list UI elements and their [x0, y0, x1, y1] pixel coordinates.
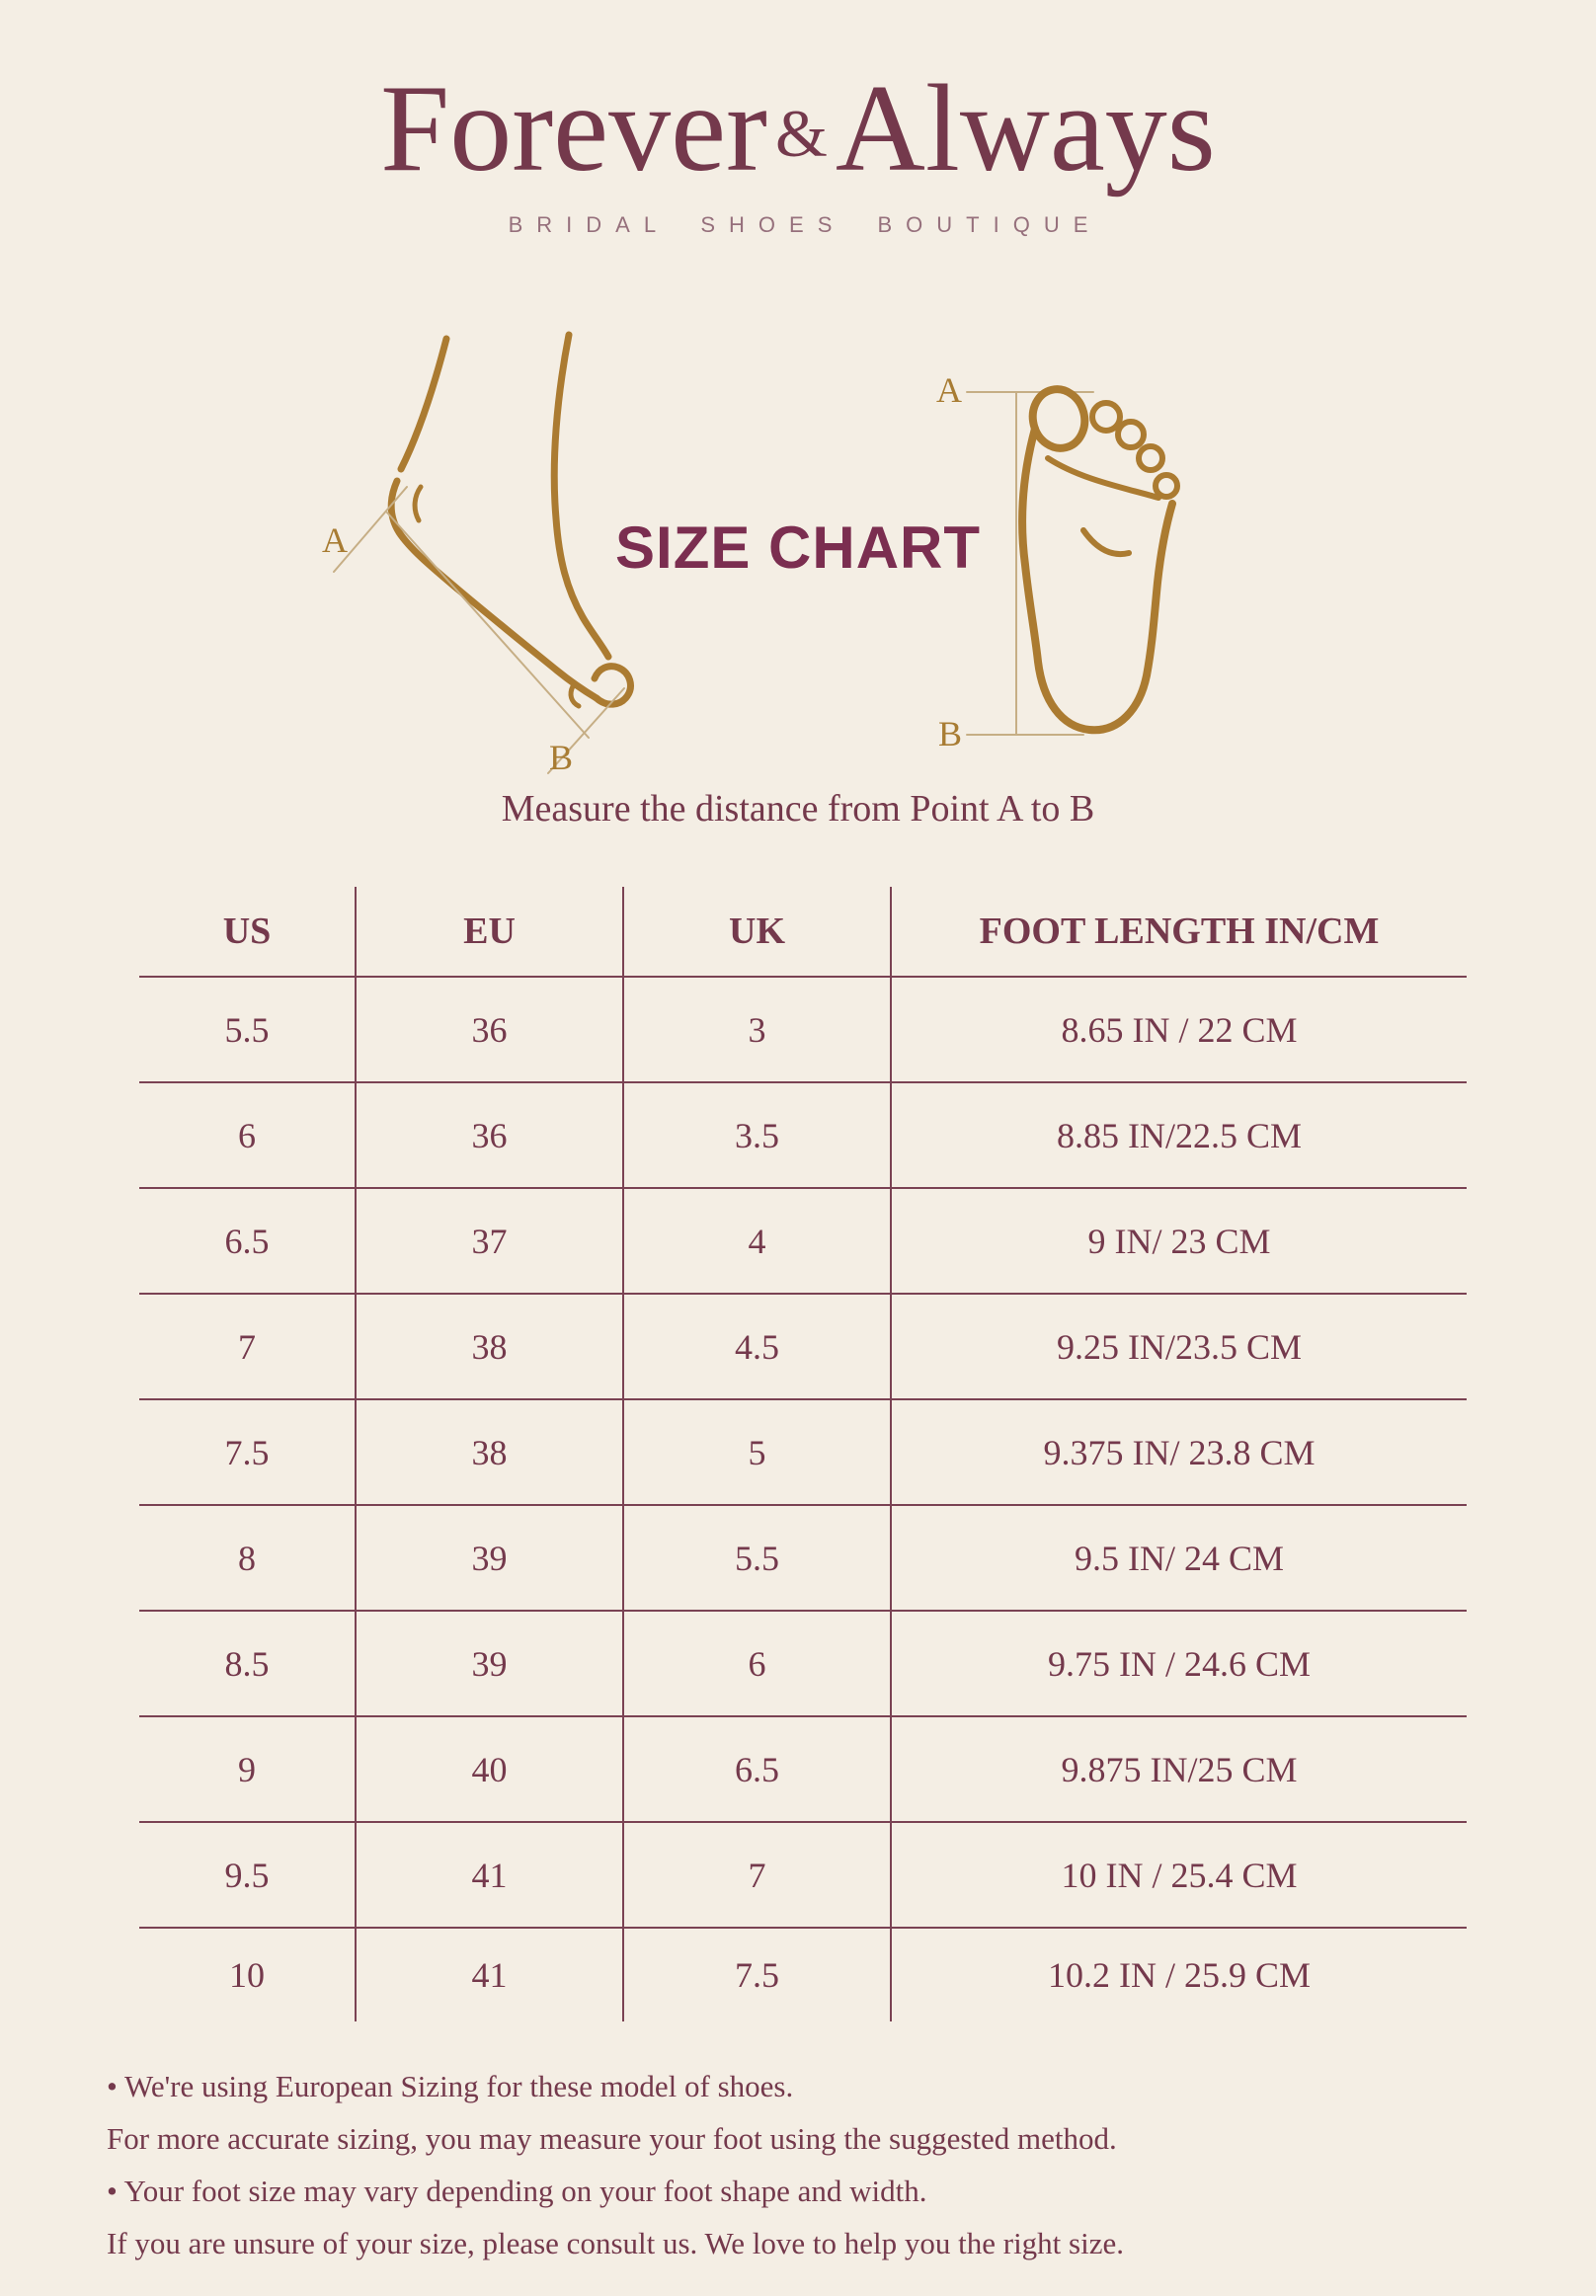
cell-us: 6.5 [139, 1189, 357, 1293]
cell-eu: 41 [357, 1823, 624, 1927]
cell-eu: 39 [357, 1506, 624, 1610]
cell-eu: 38 [357, 1295, 624, 1398]
cell-us: 8 [139, 1506, 357, 1610]
cell-uk: 5 [624, 1400, 892, 1504]
cell-us: 8.5 [139, 1612, 357, 1715]
foot-side-calf-line [401, 339, 446, 469]
page-title: SIZE CHART [615, 515, 981, 581]
cell-us: 9.5 [139, 1823, 357, 1927]
cell-us: 10 [139, 1929, 357, 2021]
point-a-label-left: A [322, 520, 348, 560]
foot-sole-toe-5 [1156, 475, 1177, 497]
cell-us: 5.5 [139, 978, 357, 1081]
cell-eu: 37 [357, 1189, 624, 1293]
note-line: • We're using European Sizing for these model of shoes. [107, 2069, 794, 2103]
cell-eu: 39 [357, 1612, 624, 1715]
cell-eu: 40 [357, 1717, 624, 1821]
cell-us: 7 [139, 1295, 357, 1398]
cell-foot-length: 10.2 IN / 25.9 CM [1047, 1955, 1311, 1995]
cell-us: 6 [139, 1083, 357, 1187]
table-row [139, 1715, 1467, 1821]
brand-name [0, 61, 1596, 198]
column-header-uk: UK [624, 887, 892, 976]
sizing-notes [107, 2060, 1509, 2269]
cell-eu: 41 [357, 1929, 624, 2021]
table-row [139, 1293, 1467, 1398]
brand-name-right: Always [835, 60, 1216, 198]
foot-sole-toe-4 [1139, 446, 1162, 470]
cell-us: 9 [139, 1717, 357, 1821]
brand-tagline: BRIDAL SHOES BOUTIQUE [508, 211, 1102, 237]
table-row [139, 1081, 1467, 1187]
table-row [139, 1398, 1467, 1504]
note-line: For more accurate sizing, you may measure your foot using the suggested method. [107, 2121, 1117, 2156]
cell-uk: 4 [624, 1189, 892, 1293]
cell-uk: 5.5 [624, 1506, 892, 1610]
note-line: • Your foot size may vary depending on your foot shape and width. [107, 2174, 927, 2208]
cell-foot-length: 9.5 IN/ 24 CM [1074, 1538, 1284, 1578]
cell-eu: 36 [357, 1083, 624, 1187]
foot-sole-toe-2 [1092, 403, 1120, 431]
cell-foot-length: 8.85 IN/22.5 CM [1056, 1115, 1302, 1155]
cell-us: 7.5 [139, 1400, 357, 1504]
table-row [139, 1504, 1467, 1610]
cell-foot-length: 9.25 IN/23.5 CM [1056, 1326, 1302, 1367]
cell-uk: 4.5 [624, 1295, 892, 1398]
foot-side-shin-line [554, 335, 608, 657]
cell-uk: 7 [624, 1823, 892, 1927]
table-header-row [139, 887, 1467, 976]
foot-sole-big-toe [1027, 384, 1091, 454]
brand-name-left: Forever [380, 60, 767, 198]
cell-foot-length: 9.75 IN / 24.6 CM [1047, 1643, 1311, 1684]
cell-foot-length: 9.875 IN/25 CM [1061, 1749, 1298, 1789]
size-table [139, 887, 1467, 2021]
cell-uk: 6.5 [624, 1717, 892, 1821]
cell-foot-length: 10 IN / 25.4 CM [1061, 1855, 1298, 1895]
cell-uk: 6 [624, 1612, 892, 1715]
column-header-foot-length: FOOT LENGTH IN/CM [979, 910, 1380, 952]
foot-side-big-toe [595, 667, 630, 705]
cell-uk: 7.5 [624, 1929, 892, 2021]
table-row [139, 976, 1467, 1081]
point-a-label-right: A [936, 370, 962, 410]
cell-foot-length: 9 IN/ 23 CM [1087, 1221, 1271, 1261]
cell-foot-length: 8.65 IN / 22 CM [1061, 1009, 1298, 1050]
cell-foot-length: 9.375 IN/ 23.8 CM [1043, 1432, 1316, 1472]
table-row [139, 1187, 1467, 1293]
note-line: If you are unsure of your size, please consult us. We love to help you the right size. [107, 2226, 1124, 2260]
cell-uk: 3.5 [624, 1083, 892, 1187]
brand-logo [0, 61, 1596, 238]
brand-ampersand: & [774, 96, 828, 171]
table-row [139, 1927, 1467, 2021]
point-b-label-left: B [549, 738, 574, 777]
cell-eu: 36 [357, 978, 624, 1081]
point-b-label-right: B [938, 714, 963, 753]
foot-sole-toe-3 [1118, 422, 1144, 447]
table-row [139, 1610, 1467, 1715]
cell-uk: 3 [624, 978, 892, 1081]
table-row [139, 1821, 1467, 1927]
measure-instruction: Measure the distance from Point A to B [501, 788, 1095, 830]
column-header-eu: EU [357, 887, 624, 976]
cell-eu: 38 [357, 1400, 624, 1504]
column-header-us: US [139, 887, 357, 976]
